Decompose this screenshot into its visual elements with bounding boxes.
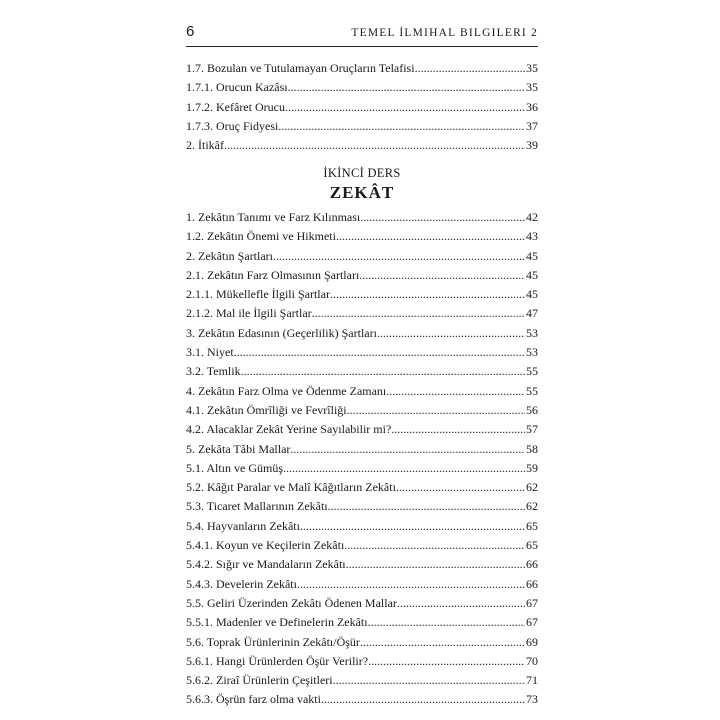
toc-entry-page: 45 — [526, 287, 538, 302]
toc-entry-title: 4.1. Zekâtın Ömrîliği ve Fevrîliği — [186, 402, 347, 417]
toc-entry-page: 53 — [526, 325, 538, 340]
toc-list-part2 — [186, 208, 538, 710]
toc-entry-title: 3.2. Temlik — [186, 364, 241, 379]
dot-leader — [328, 497, 525, 516]
dot-leader — [377, 324, 525, 343]
dot-leader — [312, 304, 525, 323]
toc-entry-page: 56 — [526, 402, 538, 417]
toc-entry-page: 42 — [526, 210, 538, 224]
toc-entry-title: 5.6.2. Ziraî Ürünlerin Çeşitleri — [186, 673, 333, 688]
toc-entry — [186, 324, 538, 343]
dot-leader — [396, 478, 525, 497]
toc-entry-page: 53 — [526, 345, 538, 360]
toc-entry — [186, 343, 538, 362]
dot-leader — [278, 117, 525, 136]
toc-entry — [186, 652, 538, 671]
toc-entry-page: 57 — [526, 422, 538, 437]
dot-leader — [300, 517, 525, 536]
dot-leader — [415, 59, 525, 78]
toc-entry-page: 55 — [526, 383, 538, 398]
toc-entry — [186, 575, 538, 594]
toc-entry — [186, 633, 538, 652]
toc-entry-page: 67 — [526, 595, 538, 610]
toc-entry — [186, 401, 538, 420]
toc-entry — [186, 459, 538, 478]
toc-entry-title: 1.7.2. Kefâret Orucu — [186, 99, 285, 114]
toc-entry — [186, 671, 538, 690]
toc-entry — [186, 555, 538, 574]
toc-entry-title: 5.5.1. Madenler ve Definelerin Zekâtı — [186, 615, 368, 630]
toc-entry — [186, 304, 538, 323]
toc-entry-title: 2.1.1. Mükellefle İlgili Şartlar — [186, 287, 330, 302]
toc-entry-page: 62 — [526, 499, 538, 514]
dot-leader — [368, 613, 525, 632]
dot-leader — [224, 136, 525, 155]
dot-leader — [285, 98, 525, 117]
toc-entry-title: 5.6.3. Öşrün farz olma vakti — [186, 692, 321, 707]
toc-entry-page: 59 — [526, 460, 538, 475]
toc-entry-page: 36 — [526, 99, 538, 114]
toc-entry-title: 5.6. Toprak Ürünlerinin Zekâtı/Öşür — [186, 634, 360, 649]
toc-entry — [186, 497, 538, 516]
toc-entry — [186, 517, 538, 536]
dot-leader — [283, 459, 525, 478]
toc-entry-title: 2. İtikâf — [186, 138, 224, 153]
toc-entry-page: 67 — [526, 615, 538, 630]
toc-entry-page: 45 — [526, 267, 538, 282]
dot-leader — [288, 78, 525, 97]
running-head: TEMEL İLMIHAL BILGILERI 2 — [351, 27, 538, 39]
dot-leader — [333, 671, 525, 690]
dot-leader — [330, 285, 525, 304]
toc-entry-page: 37 — [526, 118, 538, 133]
toc-entry-title: 5.5. Geliri Üzerinden Zekâtı Ödenen Mallar — [186, 595, 397, 610]
dot-leader — [386, 382, 525, 401]
toc-entry-title: 5.1. Altın ve Gümüş — [186, 460, 284, 475]
dot-leader — [234, 343, 525, 362]
dot-leader — [347, 401, 525, 420]
toc-entry-page: 39 — [526, 138, 538, 153]
toc-entry — [186, 536, 538, 555]
toc-entry-title: 2. Zekâtın Şartları — [186, 248, 273, 263]
toc-entry-page: 70 — [526, 653, 538, 668]
toc-entry-title: 5.4. Hayvanların Zekâtı — [186, 518, 300, 533]
toc-entry-page: 62 — [526, 480, 538, 495]
toc-entry-title: 1.7.3. Oruç Fidyesi — [186, 118, 279, 133]
toc-entry-title: 5.3. Ticaret Mallarının Zekâtı — [186, 499, 328, 514]
toc-entry-page: 66 — [526, 557, 538, 572]
toc-entry — [186, 690, 538, 709]
dot-leader — [359, 266, 525, 285]
toc-entry-title: 1. Zekâtın Tanımı ve Farz Kılınması — [186, 210, 361, 224]
dot-leader — [297, 575, 525, 594]
toc-entry-title: 5.2. Kâğıt Paralar ve Malî Kâğıtların Zekâtı — [186, 480, 396, 495]
toc-entry — [186, 594, 538, 613]
toc-entry-page: 43 — [526, 229, 538, 244]
toc-entry-page: 65 — [526, 538, 538, 553]
toc-entry — [186, 613, 538, 632]
page-header — [186, 22, 538, 44]
toc-entry — [186, 136, 538, 155]
dot-leader — [391, 420, 525, 439]
toc-entry-title: 3.1. Niyet — [186, 345, 234, 360]
toc-entry-title: 1.2. Zekâtın Önemi ve Hikmeti — [186, 229, 336, 244]
toc-entry — [186, 59, 538, 78]
dot-leader — [368, 652, 525, 671]
toc-entry-page: 45 — [526, 248, 538, 263]
toc-entry-title: 1.7.1. Orucun Kazâsı — [186, 80, 288, 95]
toc-entry — [186, 420, 538, 439]
toc-entry — [186, 285, 538, 304]
toc-entry-page: 73 — [526, 692, 538, 707]
toc-entry — [186, 78, 538, 97]
toc-entry-title: 3. Zekâtın Edasının (Geçerlilik) Şartları — [186, 325, 377, 340]
toc-entry-page: 65 — [526, 518, 538, 533]
toc-entry-page: 35 — [526, 80, 538, 95]
page-number: 6 — [186, 23, 195, 40]
dot-leader — [290, 440, 525, 459]
toc-entry — [186, 227, 538, 246]
dot-leader — [344, 536, 525, 555]
header-rule — [186, 46, 538, 47]
dot-leader — [346, 555, 525, 574]
toc-entry-page: 58 — [526, 441, 538, 456]
dot-leader — [360, 633, 525, 652]
toc-entry — [186, 208, 538, 227]
section-label: İKİNCİ DERS — [323, 166, 401, 180]
dot-leader — [273, 247, 525, 266]
toc-list-part1 — [186, 59, 538, 155]
toc-entry — [186, 98, 538, 117]
dot-leader — [241, 362, 525, 381]
toc-entry-title: 5.4.1. Koyun ve Keçilerin Zekâtı — [186, 538, 345, 553]
toc-entry-page: 55 — [526, 364, 538, 379]
dot-leader — [397, 594, 525, 613]
toc-entry-title: 2.1.2. Mal ile İlgili Şartlar — [186, 306, 312, 321]
dot-leader — [336, 227, 525, 246]
toc-entry — [186, 247, 538, 266]
toc-entry — [186, 117, 538, 136]
toc-entry-title: 1.7. Bozulan ve Tutulamayan Oruçların Telafisi — [186, 61, 415, 75]
toc-entry — [186, 478, 538, 497]
toc-entry-title: 4. Zekâtın Farz Olma ve Ödenme Zamanı — [186, 383, 387, 398]
toc-entry-page: 47 — [526, 306, 538, 321]
toc-entry-title: 5.4.3. Develerin Zekâtı — [186, 576, 297, 591]
toc-entry-title: 2.1. Zekâtın Farz Olmasının Şartları — [186, 267, 360, 282]
toc-entry-page: 69 — [526, 634, 538, 649]
toc-entry-page: 66 — [526, 576, 538, 591]
toc-entry — [186, 382, 538, 401]
dot-leader — [321, 690, 525, 709]
toc-entry-title: 5.4.2. Sığır ve Mandaların Zekâtı — [186, 557, 346, 572]
section-title: ZEKÂT — [329, 183, 395, 202]
toc-entry-page: 71 — [526, 673, 538, 688]
toc-entry-page: 35 — [526, 61, 538, 75]
toc-entry-title: 5.6.1. Hangi Ürünlerden Öşür Verilir? — [186, 653, 369, 668]
toc-entry-title: 4.2. Alacaklar Zekât Yerine Sayılabilir mi? — [186, 422, 392, 437]
toc-entry — [186, 362, 538, 381]
toc-entry — [186, 266, 538, 285]
dot-leader — [360, 208, 525, 227]
toc-entry-title: 5. Zekâta Tâbi Mallar — [186, 441, 291, 456]
toc-entry — [186, 440, 538, 459]
